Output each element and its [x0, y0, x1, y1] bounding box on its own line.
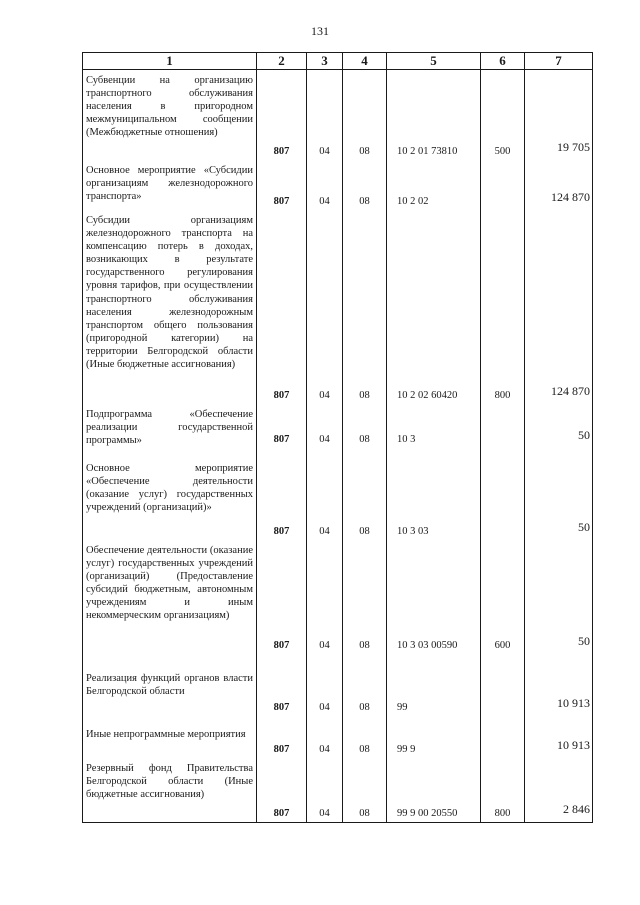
row-rz: 04 [307, 758, 343, 823]
row-pr: 08 [343, 160, 387, 210]
row-vr: 800 [481, 758, 525, 823]
table-row [83, 654, 593, 716]
row-vr [481, 160, 525, 210]
budget-table [82, 52, 593, 823]
row-name: Субвенции на организацию транспортного обслуживания населения в пригородном межмуниципальном сообщении (Межбюджетные отношения) [83, 70, 257, 161]
row-vr [481, 448, 525, 540]
row-name: Основное мероприятие «Субсидии организациям железнодорожного транспорта» [83, 160, 257, 210]
table-row [83, 540, 593, 654]
row-vr: 800 [481, 210, 525, 404]
row-pr: 08 [343, 716, 387, 758]
row-pr: 08 [343, 448, 387, 540]
row-name: Реализация функций органов власти Белгородской области [83, 654, 257, 716]
row-pr: 08 [343, 404, 387, 448]
row-rz: 04 [307, 540, 343, 654]
row-name: Субсидии организациям железнодорожного транспорта на компенсацию потерь в доходах, возникающих в результате государственного регулирования уровня тарифов, при осуществлении транспортного обслуживания населения железнодорожным транспортом общего пользования (пригородной категории) на территории Белгородской области (Иные бюджетные ассигнования) [83, 210, 257, 404]
row-csr: 99 [387, 654, 481, 716]
row-gr: 807 [257, 540, 307, 654]
row-rz: 04 [307, 654, 343, 716]
row-vr [481, 716, 525, 758]
row-sum: 2 846 [525, 758, 593, 823]
row-name: Основное мероприятие «Обеспечение деятельности (оказание услуг) государственных учреждений (организаций)» [83, 448, 257, 540]
row-rz: 04 [307, 70, 343, 161]
row-gr: 807 [257, 210, 307, 404]
row-csr: 10 2 01 73810 [387, 70, 481, 161]
row-csr: 10 3 [387, 404, 481, 448]
row-vr [481, 654, 525, 716]
row-pr: 08 [343, 654, 387, 716]
row-name: Иные непрограммные мероприятия [83, 716, 257, 758]
row-sum: 19 705 [525, 70, 593, 161]
row-csr: 10 3 03 00590 [387, 540, 481, 654]
row-gr: 807 [257, 758, 307, 823]
table-row [83, 210, 593, 404]
header-col-7: 7 [525, 53, 593, 70]
header-col-1: 1 [83, 53, 257, 70]
header-col-5: 5 [387, 53, 481, 70]
row-rz: 04 [307, 210, 343, 404]
row-sum: 124 870 [525, 160, 593, 210]
table-row [83, 404, 593, 448]
header-col-6: 6 [481, 53, 525, 70]
header-col-3: 3 [307, 53, 343, 70]
row-csr: 10 2 02 60420 [387, 210, 481, 404]
row-gr: 807 [257, 654, 307, 716]
row-rz: 04 [307, 160, 343, 210]
row-name: Подпрограмма «Обеспечение реализации государственной программы» [83, 404, 257, 448]
row-name: Обеспечение деятельности (оказание услуг) государственных учреждений (организаций) (Предоставление субсидий бюджетным, автономным учреждениям и иным некоммерческим организациям) [83, 540, 257, 654]
table-row [83, 70, 593, 161]
row-csr: 10 2 02 [387, 160, 481, 210]
header-col-2: 2 [257, 53, 307, 70]
page-number: 131 [311, 24, 329, 38]
row-rz: 04 [307, 448, 343, 540]
row-gr: 807 [257, 448, 307, 540]
header-row [83, 53, 593, 70]
row-pr: 08 [343, 758, 387, 823]
row-rz: 04 [307, 404, 343, 448]
header-col-4: 4 [343, 53, 387, 70]
row-rz: 04 [307, 716, 343, 758]
row-vr: 600 [481, 540, 525, 654]
row-gr: 807 [257, 404, 307, 448]
row-sum: 50 [525, 540, 593, 654]
row-pr: 08 [343, 70, 387, 161]
row-gr: 807 [257, 716, 307, 758]
row-sum: 124 870 [525, 210, 593, 404]
row-sum: 50 [525, 404, 593, 448]
table-row [83, 716, 593, 758]
row-gr: 807 [257, 70, 307, 161]
table-row [83, 448, 593, 540]
row-csr: 99 9 [387, 716, 481, 758]
row-pr: 08 [343, 540, 387, 654]
row-sum: 10 913 [525, 654, 593, 716]
row-vr [481, 404, 525, 448]
row-sum: 50 [525, 448, 593, 540]
table-row [83, 758, 593, 823]
row-name: Резервный фонд Правительства Белгородской области (Иные бюджетные ассигнования) [83, 758, 257, 823]
table-row [83, 160, 593, 210]
row-csr: 10 3 03 [387, 448, 481, 540]
row-gr: 807 [257, 160, 307, 210]
row-csr: 99 9 00 20550 [387, 758, 481, 823]
row-pr: 08 [343, 210, 387, 404]
row-vr: 500 [481, 70, 525, 161]
row-sum: 10 913 [525, 716, 593, 758]
